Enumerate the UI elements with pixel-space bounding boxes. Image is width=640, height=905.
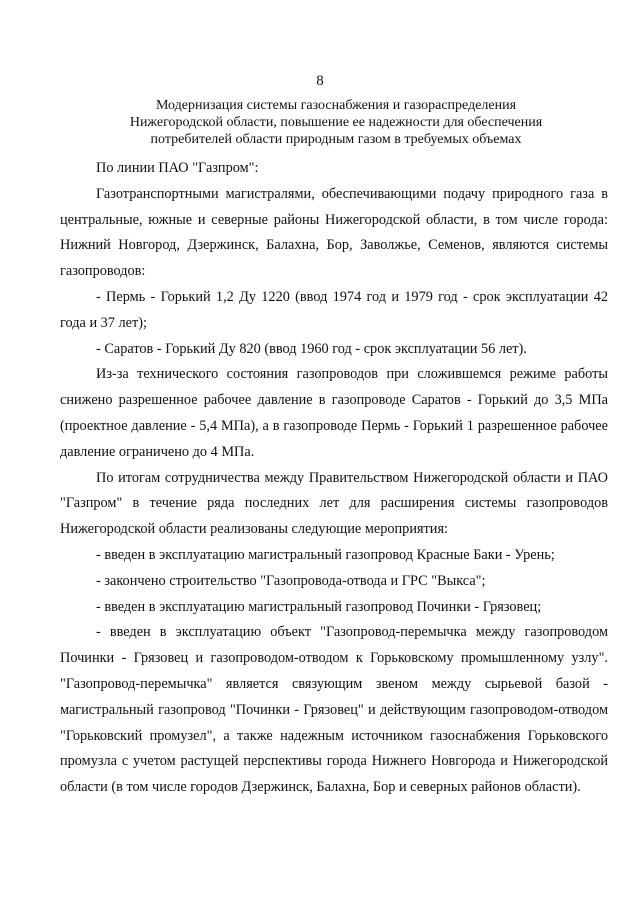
list-item-krasnye-baki: - введен в эксплуатацию магистральный газопровод Красные Баки - Урень;	[96, 546, 555, 563]
paragraph-saratov-gorky: - Саратов - Горький Ду 820 (ввод 1960 год - срок эксплуатации 56 лет).	[96, 340, 527, 357]
list-item-vyksa: - закончено строительство "Газопровода-отвода и ГРС "Выкса";	[96, 572, 486, 589]
heading-line-2: Нижегородской области, повышение ее надежности для обеспечения	[129, 115, 543, 130]
paragraph-cooperation: По итогам сотрудничества между Правительством Нижегородской области и ПАО "Газпром" в течение ряда последних лет для расширения системы газопроводов Нижегородской области реализованы следующие мероприятия:	[60, 469, 608, 538]
heading-line-3: потребителей области природным газом в требуемых объемах	[150, 132, 522, 147]
heading-line-1: Модернизация системы газоснабжения и газораспределения	[155, 98, 517, 113]
paragraph-perm-gorky: - Пермь - Горький 1,2 Ду 1220 (ввод 1974 год и 1979 год - срок эксплуатации 42 года и 37 лет);	[60, 288, 608, 331]
page-number: 8	[316, 73, 324, 89]
paragraph-pressure: Из-за технического состояния газопроводов при сложившемся режиме работы снижено разрешенное рабочее давление в газопроводе Саратов - Горький до 3,5 МПа (проектное давление - 5,4 МПа), а в газопроводе Пермь - Горький 1 разрешенное рабочее давление ограничено до 4 МПа.	[60, 366, 608, 460]
paragraph-gas-mains: Газотранспортными магистралями, обеспечивающими подачу природного газа в центральные, южные и северные районы Нижегородской области, в том числе города: Нижний Новгород, Дзержинск, Балахна, Бор, Заволжье, Семенов, являются системы газопроводов:	[60, 185, 608, 280]
paragraph-gazprom-intro: По линии ПАО "Газпром":	[96, 160, 259, 176]
section-heading	[96, 97, 576, 148]
list-item-peremychka: - введен в эксплуатацию объект "Газопровод-перемычка между газопроводом Починки - Грязовец и газопроводом-отводом к Горьковскому промышленному узлу". "Газопровод-перемычка" является связующим звеном между сырьевой базой - магистральный газопровод "Починки - Грязовец" и действующим газопроводом-отводом "Горьковский промузел", а также надежным источником газоснабжения Горьковского промузла с учетом растущей перспективы города Нижнего Новгорода и Нижегородской области (в том числе городов Дзержинск, Балахна, Бор и северных районов области).	[60, 624, 608, 796]
document-body	[60, 156, 608, 801]
list-item-pochinki: - введен в эксплуатацию магистральный газопровод Починки - Грязовец;	[96, 598, 542, 615]
